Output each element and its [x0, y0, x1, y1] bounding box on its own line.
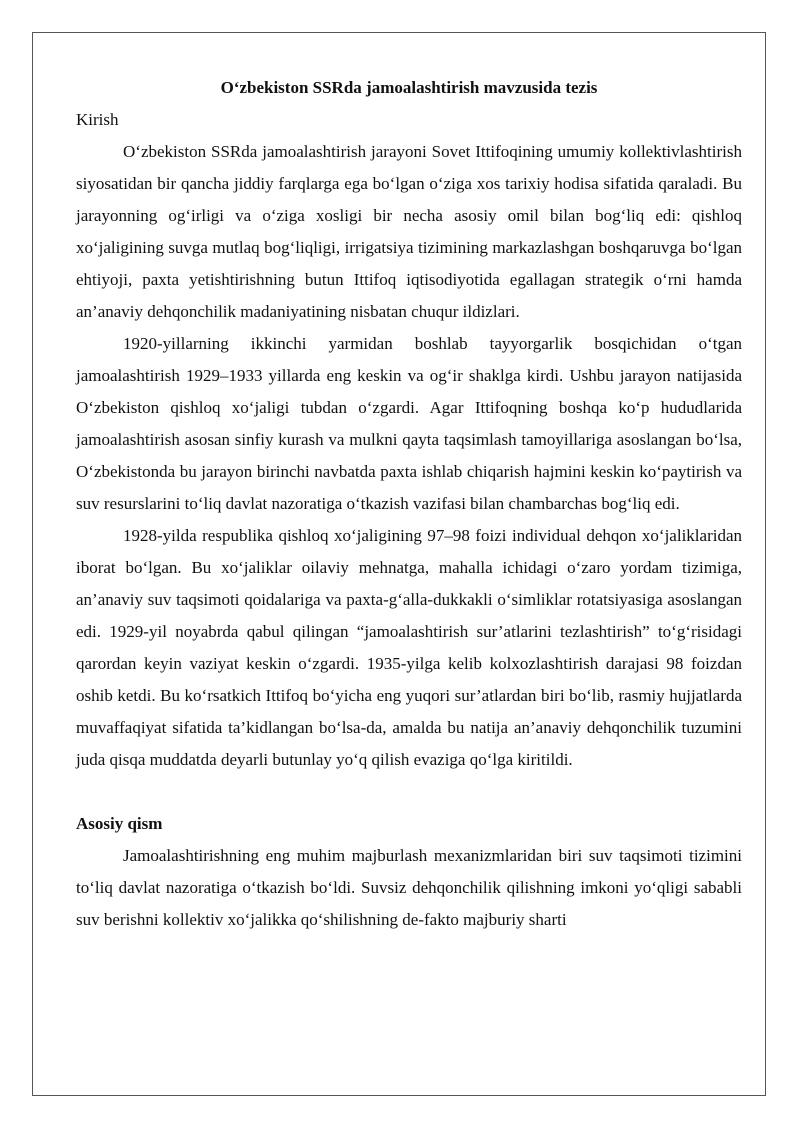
document-title: O‘zbekiston SSRda jamoalashtirish mavzusida tezis — [220, 78, 598, 97]
document-body — [76, 72, 742, 936]
section-spacer — [76, 776, 742, 808]
intro-label: Kirish — [76, 110, 119, 129]
intro-paragraph-2: 1920-yillarning ikkinchi yarmidan boshlab tayyorgarlik bosqichidan o‘tgan jamoalashtirish 1929–1933 yillarda eng keskin va og‘ir shaklga kirdi. Ushbu jarayon natijasida O‘zbekiston qishloq xo‘jaligi tubdan o‘zgardi. Agar Ittifoqning boshqa ko‘p hududlarida jamoalashtirish asosan sinfiy kurash va mulkni qayta taqsimlash tamoyillariga asoslangan bo‘lsa, O‘zbekistonda bu jarayon birinchi navbatda paxta ishlab chiqarish hajmini keskin ko‘paytirish va suv resurslarini to‘liq davlat nazoratiga o‘tkazish vazifasi bilan chambarchas bog‘liq edi. — [76, 334, 742, 513]
intro-paragraph-1: O‘zbekiston SSRda jamoalashtirish jarayoni Sovet Ittifoqining umumiy kollektivlashtirish siyosatidan bir qancha jiddiy farqlarga ega bo‘lgan o‘ziga xos tarixiy hodisa sifatida qaraladi. Bu jarayonning og‘irligi va o‘ziga xosligi bir necha asosiy omil bilan bog‘liq edi: qishloq xo‘jaligining suvga mutlaq bog‘liqligi, irrigatsiya tizimining markazlashgan boshqaruvga bo‘lgan ehtiyoji, paxta yetishtirishning butun Ittifoq iqtisodiyotida egallagan strategik o‘rni hamda an’anaviy dehqonchilik madaniyatining nisbatan chuqur ildizlari. — [76, 142, 742, 321]
main-paragraph-1: Jamoalashtirishning eng muhim majburlash mexanizmlaridan biri suv taqsimoti tizimini to‘liq davlat nazoratiga o‘tkazish bo‘ldi. Suvsiz dehqonchilik qilishning imkoni yo‘qligi sababli suv berishni kollektiv xo‘jalikka qo‘shilishning de-fakto majburiy sharti — [76, 846, 742, 929]
main-section-heading: Asosiy qism — [76, 814, 163, 833]
intro-paragraph-3: 1928-yilda respublika qishloq xo‘jaligining 97–98 foizi individual dehqon xo‘jaliklaridan iborat bo‘lgan. Bu xo‘jaliklar oilaviy mehnatga, mahalla ichidagi o‘zaro yordam tizimiga, an’anaviy suv taqsimoti qoidalariga va paxta-g‘alla-dukkakli o‘simliklar rotatsiyasiga asoslangan edi. 1929-yil noyabrda qabul qilingan “jamoalashtirish sur’atlarini tezlashtirish” to‘g‘risidagi qarordan keyin vaziyat keskin o‘zgardi. 1935-yilga kelib kolxozlashtirish darajasi 98 foizdan oshib ketdi. Bu ko‘rsatkich Ittifoq bo‘yicha eng yuqori sur’atlardan biri bo‘lib, rasmiy hujjatlarda muvaffaqiyat sifatida ta’kidlangan bo‘lsa-da, amalda bu natija an’anaviy dehqonchilik tuzumini juda qisqa muddatda deyarli butunlay yo‘q qilish evaziga qo‘lga kiritildi. — [76, 526, 742, 769]
